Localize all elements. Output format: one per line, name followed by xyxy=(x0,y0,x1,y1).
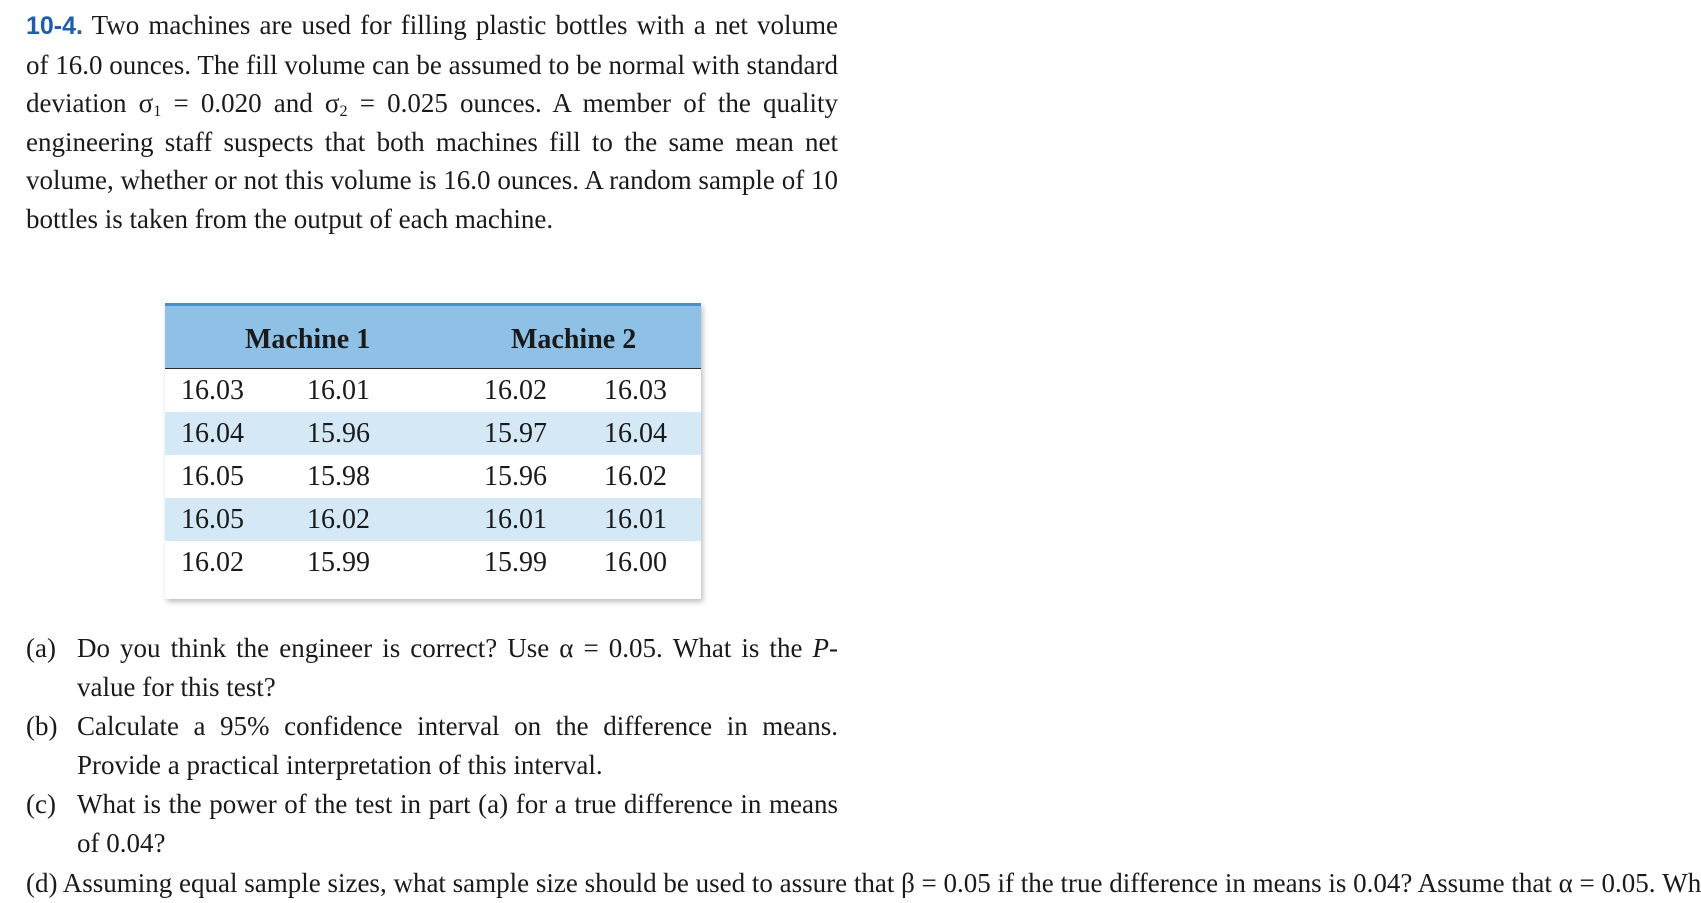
part-a-text-mid: = 0.05. What is the xyxy=(573,633,813,663)
table-cell: 16.02 xyxy=(181,547,244,578)
table-row xyxy=(165,455,701,498)
table-cell: 16.00 xyxy=(604,547,667,578)
sigma1-subscript: 1 xyxy=(153,102,162,121)
table-header xyxy=(165,306,701,369)
question-part-b xyxy=(26,707,838,785)
sigma2-symbol: σ xyxy=(324,88,340,118)
table-cell: 16.01 xyxy=(307,375,370,406)
header-machine-2: Machine 2 xyxy=(511,324,637,355)
header-machine-1: Machine 1 xyxy=(245,324,371,355)
part-a-text-post: -value for this test? xyxy=(77,633,838,702)
sigma2-value: = 0.025 xyxy=(347,88,448,118)
table-cell: 15.98 xyxy=(307,461,370,492)
question-parts xyxy=(26,629,838,863)
p-italic: P xyxy=(812,633,829,663)
table-row xyxy=(165,369,701,412)
table-cell: 16.01 xyxy=(484,504,547,535)
table-cell: 16.05 xyxy=(181,504,244,535)
part-a-text-pre: Do you think the engineer is correct? Use xyxy=(77,633,560,663)
part-label: (a) xyxy=(26,633,56,663)
table-cell: 15.96 xyxy=(484,461,547,492)
table-cell: 15.96 xyxy=(307,418,370,449)
problem-statement xyxy=(26,6,838,238)
part-label: (b) xyxy=(26,711,58,741)
part-c-text: What is the power of the test in part (a) for a true difference in means of 0.04? xyxy=(77,789,838,858)
table-cell: 15.99 xyxy=(484,547,547,578)
table-row xyxy=(165,498,701,541)
table-cell: 15.97 xyxy=(484,418,547,449)
problem-text-part2: ounces. A member of the quality engineering staff suspects that both machines fill to the same mean net volume, whether or not this volume is 16.0 ounces. A random sample of 10 bottles is taken from the output of each machine. xyxy=(26,88,838,234)
table-cell: 16.03 xyxy=(604,375,667,406)
alpha-symbol: α xyxy=(559,633,574,663)
data-table xyxy=(165,303,701,599)
table-cell: 16.03 xyxy=(181,375,244,406)
table-cell: 16.04 xyxy=(181,418,244,449)
problem-text-part1: Two machines are used for filling plastic bottles with a net volume of 16.0 ounces. The fill volume can be assumed to be normal with standard deviation xyxy=(26,10,839,118)
table-cell: 15.99 xyxy=(307,547,370,578)
table-row xyxy=(165,412,701,455)
sigma1-value: = 0.020 and xyxy=(161,88,325,118)
problem-number: 10-4. xyxy=(26,12,83,40)
cut-off-line: (d) Assuming equal sample sizes, what sample size should be used to assure that β = 0.05 if the true difference in means is 0.04? Assume that α = 0.05. Wh xyxy=(26,868,1701,898)
table-cell: 16.05 xyxy=(181,461,244,492)
table-cell: 16.02 xyxy=(484,375,547,406)
sigma2-subscript: 2 xyxy=(339,102,348,121)
part-label: (c) xyxy=(26,789,56,819)
table-cell: 16.02 xyxy=(604,461,667,492)
question-part-c xyxy=(26,785,838,863)
table-cell: 16.02 xyxy=(307,504,370,535)
question-part-a xyxy=(26,629,838,707)
sigma1-symbol: σ xyxy=(138,88,154,118)
table-cell: 16.01 xyxy=(604,504,667,535)
part-b-text: Calculate a 95% confidence interval on the difference in means. Provide a practical interpretation of this interval. xyxy=(77,711,838,780)
table-cell: 16.04 xyxy=(604,418,667,449)
table-row xyxy=(165,541,701,584)
